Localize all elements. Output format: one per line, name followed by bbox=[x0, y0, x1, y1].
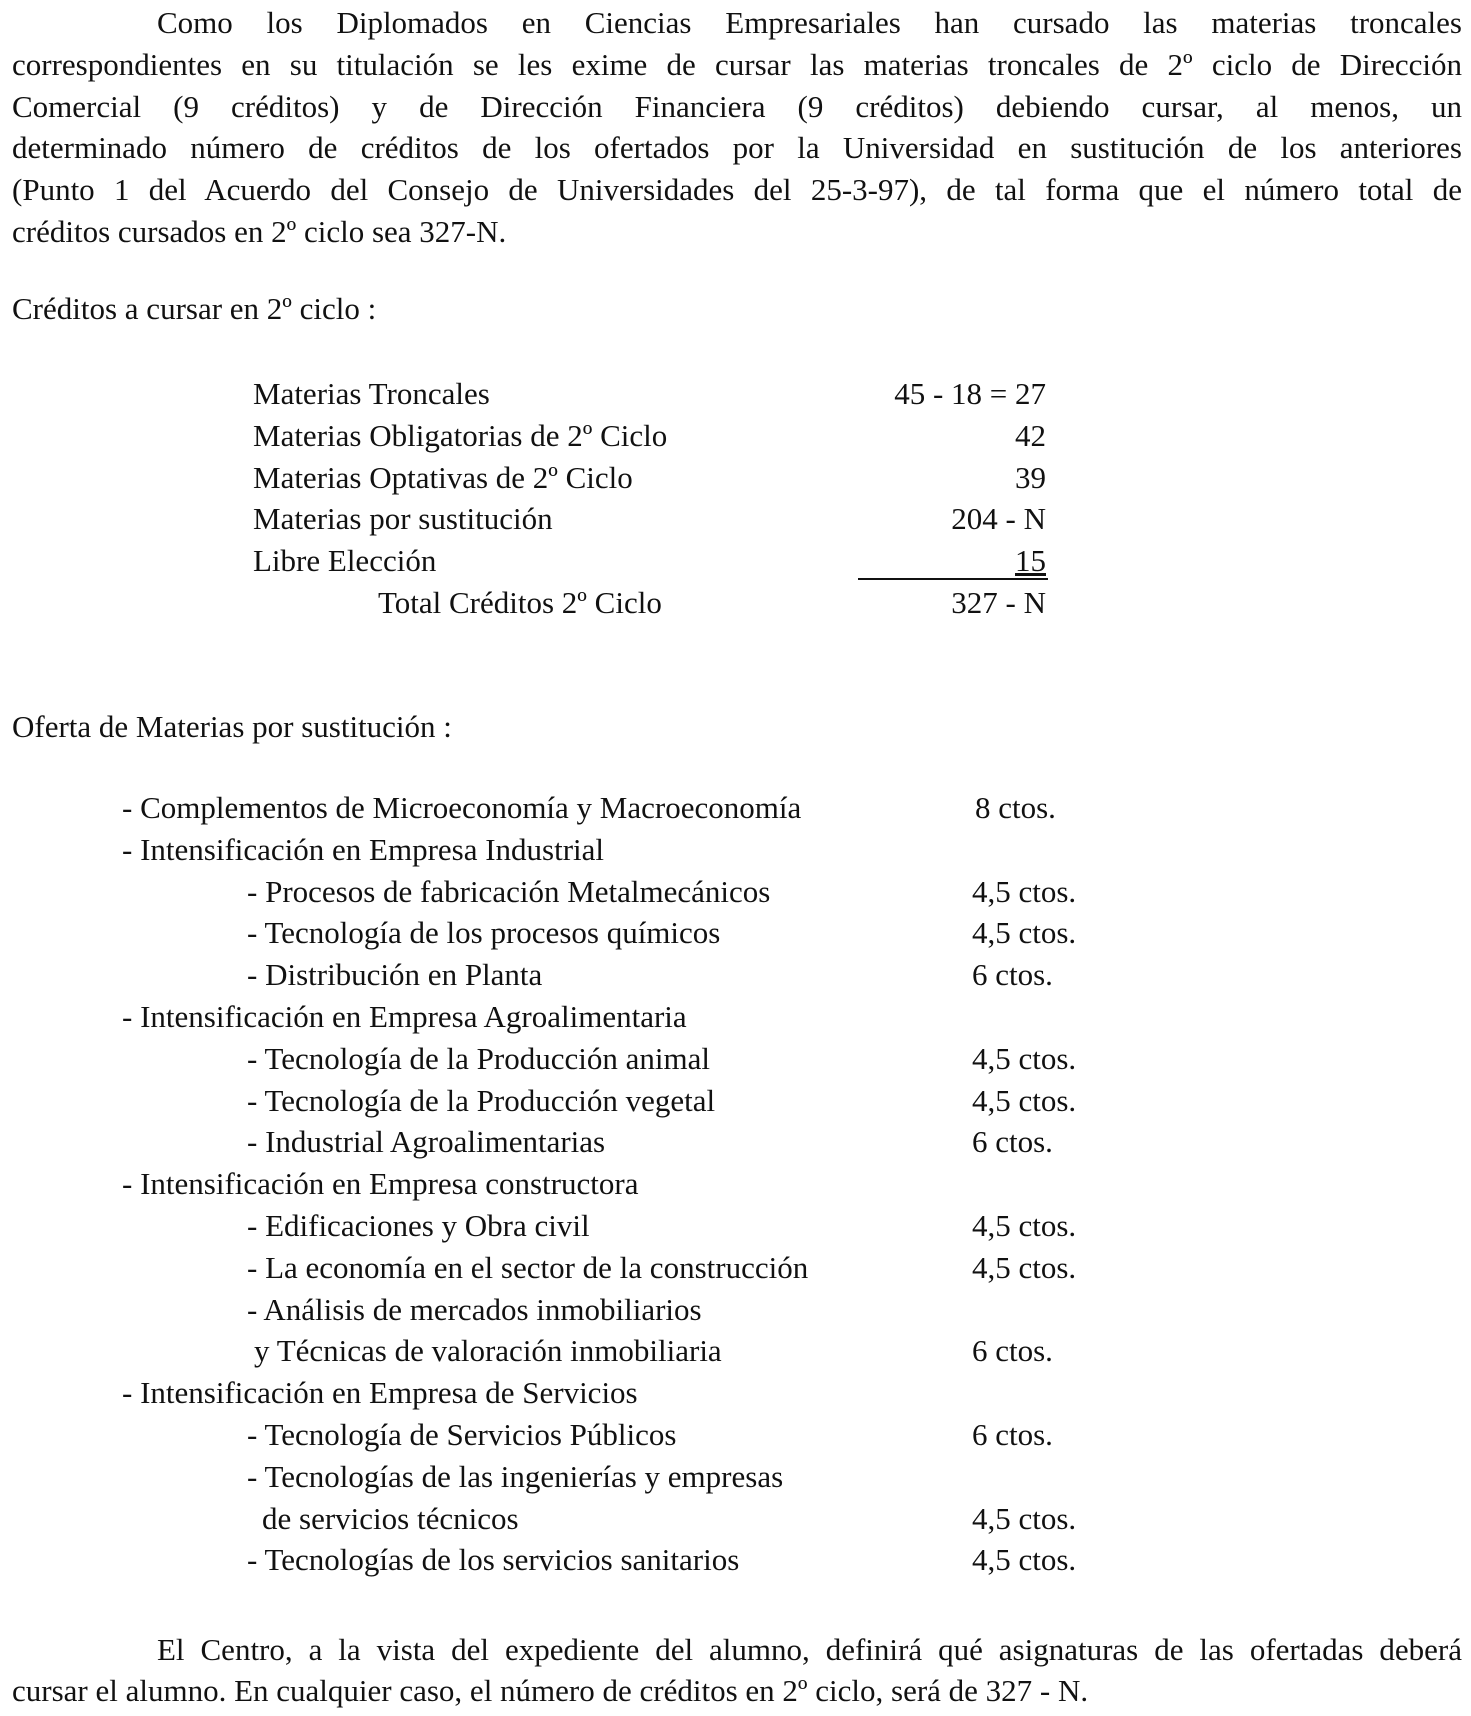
intro-line-3: Comercial (9 créditos) y de Dirección Financiera (9 créditos) debiendo cursar, al menos, un bbox=[12, 88, 1462, 124]
credit-row bbox=[253, 540, 1053, 582]
list-item bbox=[122, 912, 1122, 954]
credits-heading: Créditos a cursar en 2º ciclo : bbox=[12, 291, 377, 326]
offer-credits: 4,5 ctos. bbox=[972, 1249, 1077, 1285]
offer-label: - Distribución en Planta bbox=[247, 957, 543, 993]
list-item bbox=[122, 1414, 1122, 1456]
offer-label: - Tecnología de Servicios Públicos bbox=[247, 1416, 677, 1452]
list-item bbox=[122, 1080, 1122, 1122]
offer-label: - Tecnología de la Producción animal bbox=[247, 1040, 710, 1076]
list-item bbox=[122, 1205, 1122, 1247]
list-item bbox=[122, 1330, 1122, 1372]
offer-credits: 4,5 ctos. bbox=[972, 1542, 1077, 1578]
list-item bbox=[122, 1498, 1122, 1540]
offer-credits: 8 ctos. bbox=[975, 790, 1056, 825]
list-item bbox=[122, 1247, 1122, 1289]
offer-label: - Tecnologías de los servicios sanitarios bbox=[247, 1542, 740, 1578]
credit-row bbox=[253, 373, 1053, 415]
closing-line-1: El Centro, a la vista del expediente del alumno, definirá qué asignaturas de las ofertadas deberá bbox=[157, 1632, 1462, 1667]
list-item bbox=[122, 1163, 1122, 1205]
credit-row bbox=[253, 457, 1053, 499]
offer-label: de servicios técnicos bbox=[262, 1500, 519, 1536]
offer-label: - Intensificación en Empresa Industrial bbox=[122, 831, 605, 867]
list-item bbox=[122, 996, 1122, 1038]
offer-heading: Oferta de Materias por sustitución : bbox=[12, 709, 452, 744]
offer-credits: 6 ctos. bbox=[972, 1333, 1053, 1369]
credit-value: 39 bbox=[1015, 459, 1046, 495]
offer-label: - La economía en el sector de la construcción bbox=[247, 1249, 809, 1285]
list-item bbox=[122, 1372, 1122, 1414]
credit-total-value: 327 - N bbox=[951, 584, 1046, 620]
offer-label: - Tecnología de la Producción vegetal bbox=[247, 1082, 716, 1118]
credit-row bbox=[253, 498, 1053, 540]
offer-label: - Análisis de mercados inmobiliarios bbox=[247, 1291, 702, 1327]
offer-label: - Procesos de fabricación Metalmecánicos bbox=[247, 873, 771, 909]
offer-credits: 4,5 ctos. bbox=[972, 1040, 1077, 1076]
offer-credits: 6 ctos. bbox=[972, 1416, 1053, 1452]
list-item bbox=[122, 787, 1122, 829]
list-item bbox=[122, 1038, 1122, 1080]
offer-label: - Tecnología de los procesos químicos bbox=[247, 915, 721, 951]
offer-credits: 4,5 ctos. bbox=[972, 873, 1077, 909]
closing-line-2: cursar el alumno. En cualquier caso, el número de créditos en 2º ciclo, será de 327 - N. bbox=[12, 1673, 1089, 1708]
credit-total-label: Total Créditos 2º Ciclo bbox=[378, 584, 662, 620]
intro-line-4: determinado número de créditos de los ofertados por la Universidad en sustitución de los anteriores bbox=[12, 130, 1462, 166]
offer-label: - Edificaciones y Obra civil bbox=[247, 1207, 590, 1243]
list-item bbox=[122, 1456, 1122, 1498]
intro-line-6: créditos cursados en 2º ciclo sea 327-N. bbox=[12, 213, 507, 249]
offer-credits: 6 ctos. bbox=[972, 1124, 1053, 1160]
list-item bbox=[122, 829, 1122, 871]
offer-credits: 4,5 ctos. bbox=[972, 915, 1077, 951]
offer-label: - Intensificación en Empresa Agroalimentaria bbox=[122, 998, 687, 1034]
list-item bbox=[122, 1539, 1122, 1581]
offer-label: - Complementos de Microeconomía y Macroeconomía bbox=[122, 790, 802, 825]
list-item bbox=[122, 954, 1122, 996]
list-item bbox=[122, 1289, 1122, 1331]
list-item bbox=[122, 871, 1122, 913]
offer-credits: 4,5 ctos. bbox=[972, 1500, 1077, 1536]
offer-list bbox=[122, 787, 1122, 1581]
closing-paragraph bbox=[12, 1629, 1462, 1711]
offer-label: - Industrial Agroalimentarias bbox=[247, 1124, 606, 1160]
offer-label: - Tecnologías de las ingenierías y empresas bbox=[247, 1458, 784, 1494]
intro-line-5: (Punto 1 del Acuerdo del Consejo de Universidades del 25-3-97), de tal forma que el número total de bbox=[12, 172, 1462, 208]
credit-label: Materias Troncales bbox=[253, 376, 490, 411]
credit-label: Materias Optativas de 2º Ciclo bbox=[253, 459, 633, 495]
list-item bbox=[122, 1121, 1122, 1163]
offer-label: - Intensificación en Empresa de Servicios bbox=[122, 1375, 638, 1411]
offer-credits: 4,5 ctos. bbox=[972, 1082, 1077, 1118]
intro-line-2: correspondientes en su titulación se les exime de cursar las materias troncales de 2º ciclo de Dirección bbox=[12, 46, 1462, 82]
offer-label: - Intensificación en Empresa constructora bbox=[122, 1166, 639, 1202]
credit-value: 15 bbox=[1015, 543, 1046, 579]
credit-value: 42 bbox=[1015, 417, 1046, 453]
credit-value: 45 - 18 = 27 bbox=[894, 376, 1046, 411]
credit-value: 204 - N bbox=[951, 501, 1046, 537]
credit-label: Materias por sustitución bbox=[253, 501, 553, 537]
offer-credits: 4,5 ctos. bbox=[972, 1207, 1077, 1243]
intro-paragraph bbox=[12, 2, 1462, 253]
credit-row bbox=[253, 415, 1053, 457]
credit-label: Materias Obligatorias de 2º Ciclo bbox=[253, 417, 668, 453]
credit-label: Libre Elección bbox=[253, 543, 437, 579]
offer-credits: 6 ctos. bbox=[972, 957, 1053, 993]
intro-line-1: Como los Diplomados en Ciencias Empresariales han cursado las materias troncales bbox=[157, 5, 1462, 40]
offer-label: y Técnicas de valoración inmobiliaria bbox=[254, 1333, 722, 1369]
sum-divider bbox=[858, 578, 1048, 580]
credit-total-row bbox=[253, 582, 1053, 624]
credits-table bbox=[253, 373, 1053, 624]
